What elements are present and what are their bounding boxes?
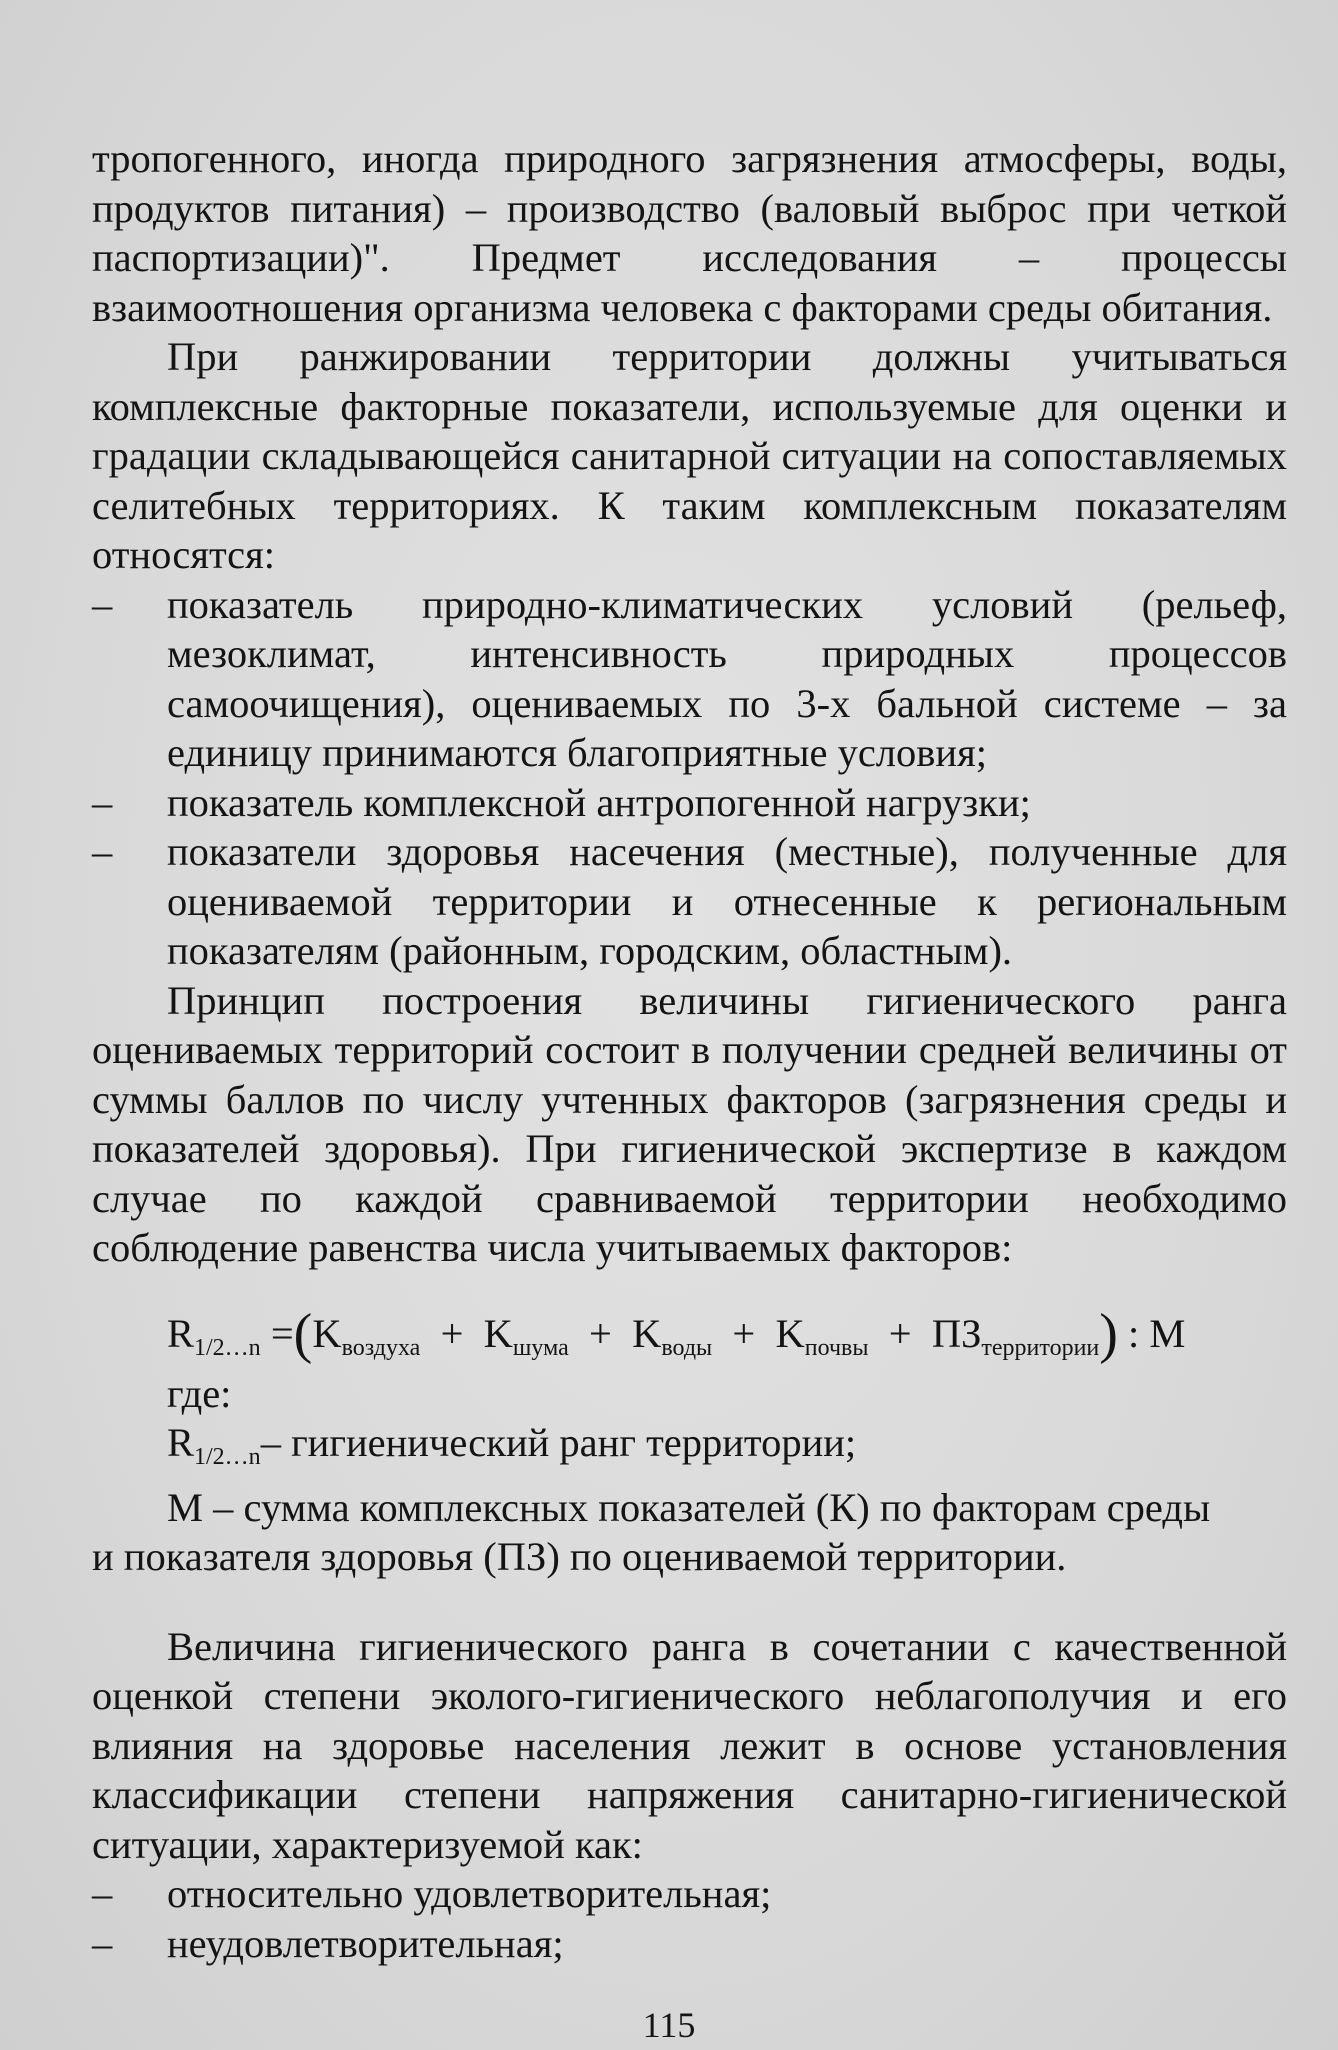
dash-mark: – — [92, 829, 113, 874]
list-item: – показатель комплексной антропогенной нагрузки; — [92, 778, 1287, 828]
list-item: – показатель природно-климатических условий (рельеф, мезоклимат, интенсивность природных процессов самоочищения), оцениваемых по 3-х бальной системе – за единицу принимаются благоприятные условия; — [92, 581, 1287, 775]
dash-mark: – — [92, 1920, 113, 1966]
dash-mark: – — [92, 779, 113, 825]
page-text — [92, 134, 1287, 1968]
paragraph-4: Величина гигиенического ранга в сочетании с качественной оценкой степени эколого-гигиенического неблагополучия и его влияния на здоровье населения лежит в основе установления классификации степени напряжения санитарно-гигиенической ситуации, характеризуемой как: — [92, 1623, 1287, 1867]
rank-formula: $R_{1/2\dots n} =(K_{воздуха} + K_{шума} + K_{воды} + K_{почвы} + ПЗ_{территории})$ : M — [167, 1302, 1186, 1365]
dash-mark: – — [92, 581, 113, 627]
dash-mark: – — [92, 1871, 113, 1916]
list-item: – показатели здоровья насечения (местные), полученные для оцениваемой территории и отнесенные к региональным показателям (районным, городским, областным). — [92, 829, 1287, 973]
paragraph-2: При ранжировании территории должны учитываться комплексные факторные показатели, используемые для оценки и градации складывающейся санитарной ситуации на сопоставляемых селитебных территориях. К таким комплексным показателям относятся: — [92, 334, 1287, 577]
where-label: где: — [167, 1370, 232, 1416]
page-number: 115 — [642, 2005, 696, 2045]
paragraph-3: Принцип построения величины гигиенического ранга оцениваемых территорий состоит в получении средней величины от суммы баллов по числу учтенных факторов (загрязнения среды и показателей здоровья). При гигиенической экспертизе в каждом случае по каждой сравниваемой территории необходимо соблюдение равенства числа учитываемых факторов: — [92, 977, 1287, 1270]
definition-r: $R_{1/2\dots n}-$ гигиенический ранг территории; — [167, 1420, 857, 1470]
list-item: – неудовлетворительная; — [92, 1919, 1287, 1969]
definition-m-continued: и показателя здоровья (ПЗ) по оцениваемой территории. — [92, 1534, 1067, 1579]
paragraph-1: тропогенного, иногда природного загрязнения атмосферы, воды, продуктов питания) – производство (валовый выброс при четкой паспортизации)". Предмет исследования – процессы взаимоотношения организма человека с факторами среды обитания. — [92, 136, 1287, 330]
definition-m: М – сумма комплексных показателей (К) по факторам среды — [167, 1484, 1211, 1530]
list-item: – относительно удовлетворительная; — [92, 1869, 1287, 1919]
